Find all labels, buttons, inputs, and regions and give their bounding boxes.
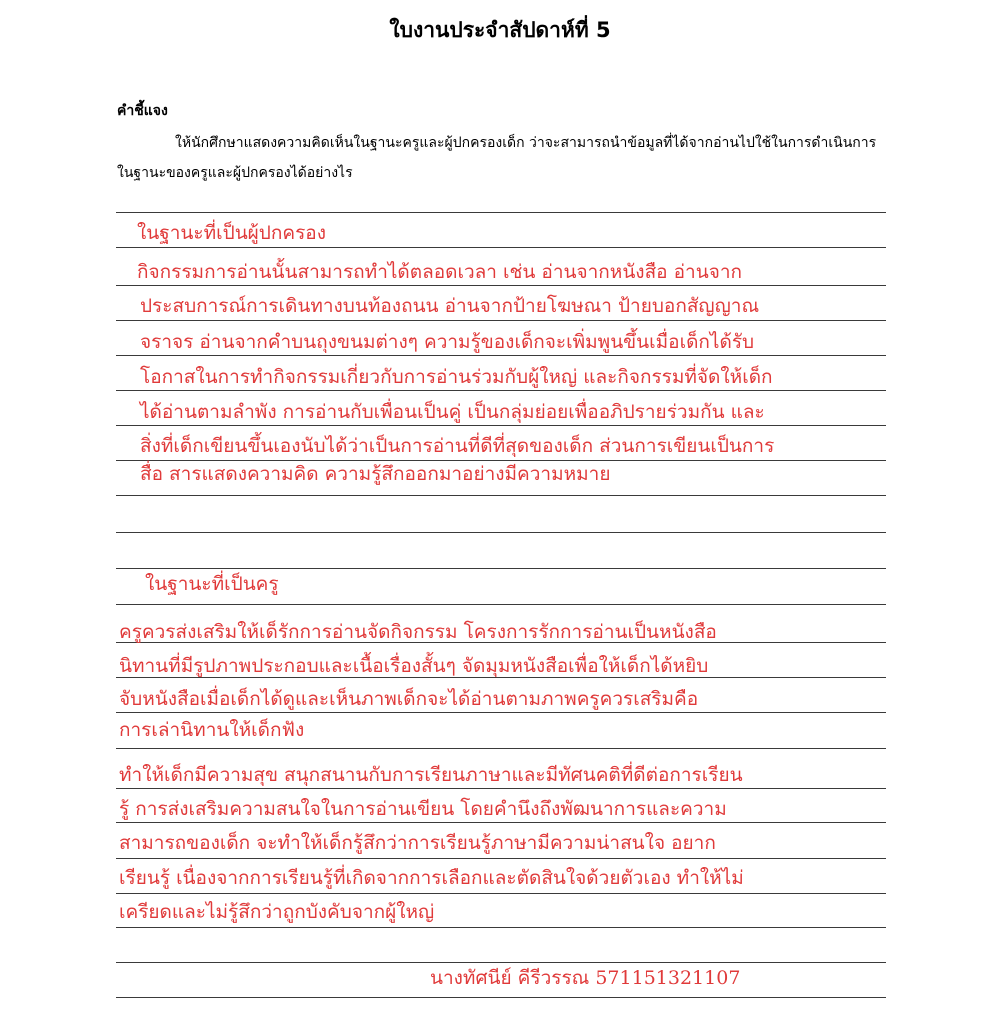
ruled-line — [116, 927, 886, 928]
parent-answer-line: จราจร อ่านจากคำบนถุงขนมต่างๆ ความรู้ของเด็กจะเพิ่มพูนขึ้นเมื่อเด็กได้รับ — [140, 331, 755, 353]
worksheet-title: ใบงานประจำสัปดาห์ที่ 5 — [389, 18, 611, 42]
teacher-answer-line: สามารถของเด็ก จะทำให้เด็กรู้สึกว่าการเรียนรู้ภาษามีความน่าสนใจ อยาก — [119, 832, 716, 854]
ruled-line — [116, 788, 886, 789]
teacher-answer-line: นิทานที่มีรูปภาพประกอบและเนื้อเรื่องสั้นๆ จัดมุมหนังสือเพื่อให้เด็กได้หยิบ — [119, 655, 709, 677]
parent-section-heading: ในฐานะที่เป็นผู้ปกครอง — [137, 222, 326, 244]
ruled-line — [116, 712, 886, 713]
ruled-line — [116, 495, 886, 496]
parent-answer-line: ได้อ่านตามลำพัง การอ่านกับเพื่อนเป็นคู่ เป็นกลุ่มย่อยเพื่ออภิปรายร่วมกัน และ — [140, 401, 765, 423]
student-signature: นางทัศนีย์ คีรีวรรณ 571151321107 — [430, 967, 741, 989]
ruled-line — [116, 858, 886, 859]
teacher-answer-line: เรียนรู้ เนื่องจากการเรียนรู้ที่เกิดจากการเลือกและตัดสินใจด้วยตัวเอง ทำให้ไม่ — [119, 867, 744, 889]
teacher-section-heading: ในฐานะที่เป็นครู — [145, 573, 279, 595]
ruled-line — [116, 568, 886, 569]
parent-answer-line: สิ่งที่เด็กเขียนขึ้นเองนับได้ว่าเป็นการอ่านที่ดีที่สุดของเด็ก ส่วนการเขียนเป็นการ — [140, 435, 775, 457]
ruled-line — [116, 355, 886, 356]
teacher-answer-line: เครียดและไม่รู้สึกว่าถูกบังคับจากผู้ใหญ่ — [119, 901, 435, 923]
ruled-line — [116, 425, 886, 426]
teacher-answer-line: ครูควรส่งเสริมให้เด็รักการอ่านจัดกิจกรรม โครงการรักการอ่านเป็นหนังสือ — [119, 621, 717, 643]
parent-answer-line: โอกาสในการทำกิจกรรมเกี่ยวกับการอ่านร่วมกับผู้ใหญ่ และกิจกรรมที่จัดให้เด็ก — [140, 366, 773, 388]
ruled-line — [116, 748, 886, 749]
ruled-line — [116, 285, 886, 286]
parent-answer-line: ประสบการณ์การเดินทางบนท้องถนน อ่านจากป้ายโฆษณา ป้ายบอกสัญญาณ — [140, 295, 760, 317]
teacher-answer-line: จับหนังสือเมื่อเด็กได้ดูและเห็นภาพเด็กจะได้อ่านตามภาพครูควรเสริมคือ — [119, 688, 699, 710]
teacher-answer-line: การเล่านิทานให้เด็กฟัง — [119, 719, 305, 741]
ruled-line — [116, 390, 886, 391]
parent-answer-line: สื่อ สารแสดงความคิด ความรู้สึกออกมาอย่างมีความหมาย — [140, 463, 611, 485]
ruled-line — [116, 532, 886, 533]
ruled-line — [116, 893, 886, 894]
instructions-heading: คำชี้แจง — [117, 103, 168, 119]
instructions-text: ให้นักศึกษาแสดงความคิดเห็นในฐานะครูและผู้ปกครองเด็ก ว่าจะสามารถนำข้อมูลที่ได้จากอ่านไปใช้ในการดำเนินการในฐานะของครูและผู้ปกครองได้อย่างไร — [117, 135, 877, 181]
ruled-line — [116, 604, 886, 605]
ruled-line — [116, 320, 886, 321]
ruled-line — [116, 212, 886, 213]
ruled-line — [116, 460, 886, 461]
teacher-answer-line: ทำให้เด็กมีความสุข สนุกสนานกับการเรียนภาษาและมีทัศนคติที่ดีต่อการเรียน — [119, 764, 743, 786]
ruled-line — [116, 962, 886, 963]
ruled-line — [116, 822, 886, 823]
ruled-line — [116, 997, 886, 998]
ruled-line — [116, 247, 886, 248]
teacher-answer-line: รู้ การส่งเสริมความสนใจในการอ่านเขียน โดยคำนึงถึงพัฒนาการและความ — [119, 798, 727, 820]
parent-answer-line: กิจกรรมการอ่านนั้นสามารถทำได้ตลอดเวลา เช่น อ่านจากหนังสือ อ่านจาก — [137, 261, 743, 283]
